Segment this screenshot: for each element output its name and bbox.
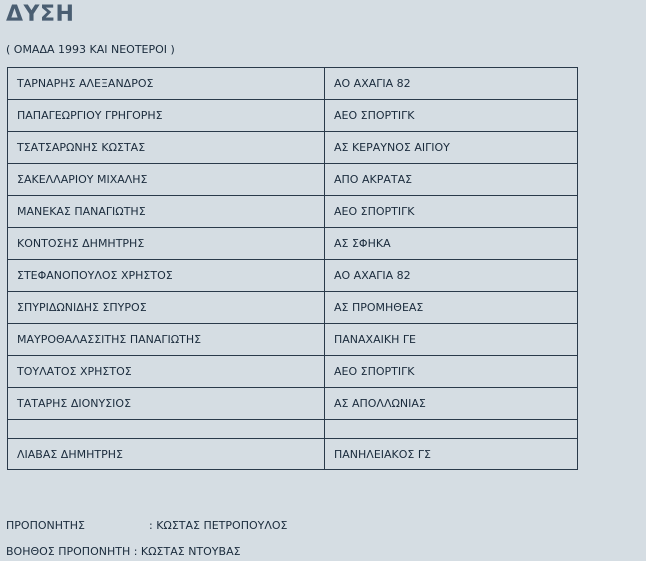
player-name: ΤΣΑΤΣΑΡΩΝΗΣ ΚΩΣΤΑΣ <box>8 132 325 164</box>
player-name: ΜΑΥΡΟΘΑΛΑΣΣΙΤΗΣ ΠΑΝΑΓΙΩΤΗΣ <box>8 324 325 356</box>
coach-value: : ΚΩΣΤΑΣ ΠΕΤΡΟΠΟΥΛΟΣ <box>149 519 288 532</box>
player-club: ΑΣ ΣΦΗΚΑ <box>325 228 578 260</box>
table-row <box>8 196 578 228</box>
player-club: ΑΣ ΑΠΟΛΛΩΝΙΑΣ <box>325 388 578 420</box>
table-row <box>8 260 578 292</box>
assistant-coach-line <box>6 545 241 558</box>
player-club: ΠΑΝΑΧΑΙΚΗ ΓΕ <box>325 324 578 356</box>
player-name: ΣΠΥΡΙΔΩΝΙΔΗΣ ΣΠΥΡΟΣ <box>8 292 325 324</box>
player-name: ΤΟΥΛΑΤΟΣ ΧΡΗΣΤΟΣ <box>8 356 325 388</box>
table-row <box>8 132 578 164</box>
roster-table <box>7 67 578 470</box>
player-name: ΤΑΡΝΑΡΗΣ ΑΛΕΞΑΝΔΡΟΣ <box>8 68 325 100</box>
player-club: ΠΑΝΗΛΕΙΑΚΟΣ ΓΣ <box>325 439 578 470</box>
page-title: ΔΥΣΗ <box>6 2 75 27</box>
coach-line <box>6 519 287 532</box>
player-name: ΛΙΑΒΑΣ ΔΗΜΗΤΡΗΣ <box>8 439 325 470</box>
assistant-coach-value: : ΚΩΣΤΑΣ ΝΤΟΥΒΑΣ <box>130 545 241 558</box>
table-row <box>8 100 578 132</box>
table-row <box>8 68 578 100</box>
player-club: ΑΕΟ ΣΠΟΡΤΙΓΚ <box>325 100 578 132</box>
player-club: ΑΕΟ ΣΠΟΡΤΙΓΚ <box>325 356 578 388</box>
player-name: ΤΑΤΑΡΗΣ ΔΙΟΝΥΣΙΟΣ <box>8 388 325 420</box>
coach-label: ΠΡΟΠΟΝΗΤΗΣ <box>6 519 85 532</box>
table-row <box>8 292 578 324</box>
table-row <box>8 164 578 196</box>
table-row <box>8 228 578 260</box>
player-club: ΑΟ ΑΧΑΓΙΑ 82 <box>325 260 578 292</box>
player-club: ΑΠΟ ΑΚΡΑΤΑΣ <box>325 164 578 196</box>
player-name: ΣΑΚΕΛΛΑΡΙΟΥ ΜΙΧΑΛΗΣ <box>8 164 325 196</box>
table-row-empty <box>8 420 578 439</box>
player-club: ΑΣ ΚΕΡΑΥΝΟΣ ΑΙΓΙΟΥ <box>325 132 578 164</box>
player-name: ΠΑΠΑΓΕΩΡΓΙΟΥ ΓΡΗΓΟΡΗΣ <box>8 100 325 132</box>
player-name: ΜΑΝΕΚΑΣ ΠΑΝΑΓΙΩΤΗΣ <box>8 196 325 228</box>
player-name <box>8 420 325 439</box>
player-club: ΑΟ ΑΧΑΓΙΑ 82 <box>325 68 578 100</box>
table-row <box>8 324 578 356</box>
player-name: ΣΤΕΦΑΝΟΠΟΥΛΟΣ ΧΡΗΣΤΟΣ <box>8 260 325 292</box>
table-row <box>8 356 578 388</box>
player-club: ΑΣ ΠΡΟΜΗΘΕΑΣ <box>325 292 578 324</box>
player-club: ΑΕΟ ΣΠΟΡΤΙΓΚ <box>325 196 578 228</box>
player-name: ΚΟΝΤΟΣΗΣ ΔΗΜΗΤΡΗΣ <box>8 228 325 260</box>
table-row <box>8 388 578 420</box>
player-club <box>325 420 578 439</box>
page-subtitle: ( ΟΜΑΔΑ 1993 ΚΑΙ ΝΕΟΤΕΡΟΙ ) <box>6 43 175 56</box>
assistant-coach-label: ΒΟΗΘΟΣ ΠΡΟΠΟΝΗΤΗ <box>6 545 131 558</box>
table-row <box>8 439 578 470</box>
